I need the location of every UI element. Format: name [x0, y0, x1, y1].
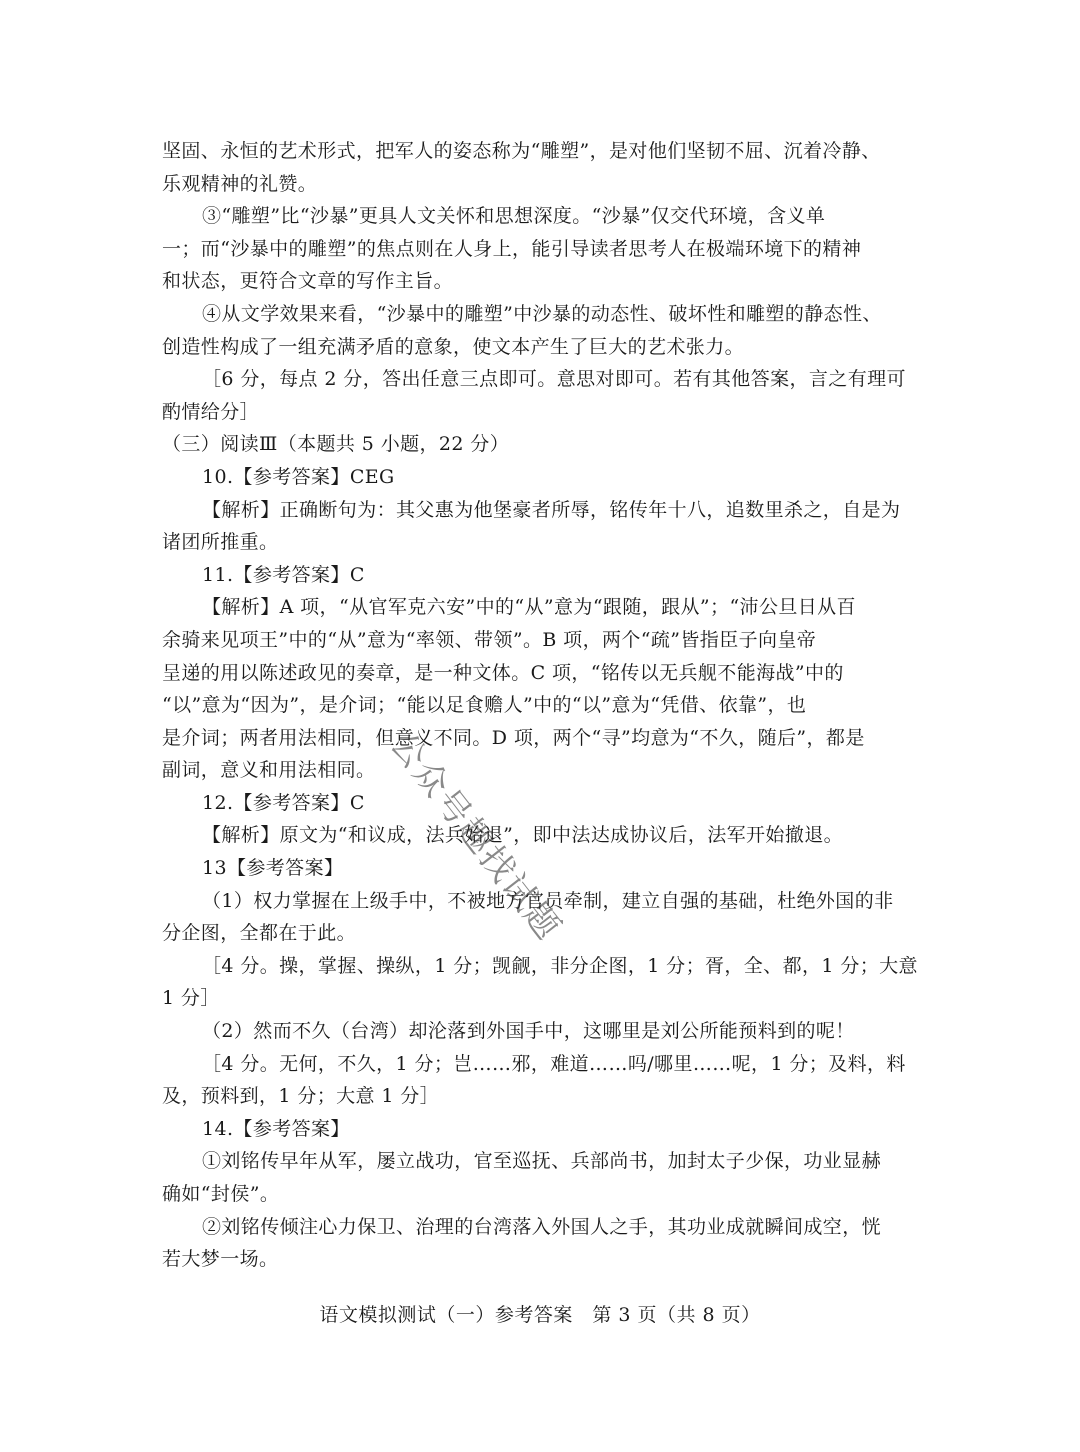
text-line: ③“雕塑”比“沙暴”更具人文关怀和思想深度。“沙暴”仅交代环境，含义单 [202, 205, 826, 228]
text-line: 呈递的用以陈述政见的奏章，是一种文体。C 项，“铭传以无兵舰不能海战”中的 [162, 661, 844, 684]
text-line: 【解析】原文为“和议成，法兵始退”，即中法达成协议后，法军开始撤退。 [202, 824, 844, 847]
text-line: ②刘铭传倾注心力保卫、治理的台湾落入外国人之手，其功业成就瞬间成空，恍 [202, 1215, 882, 1238]
text-line: 13【参考答案】 [202, 857, 344, 880]
text-line: 若大梦一场。 [162, 1248, 279, 1271]
text-line: 【解析】A 项，“从官军克六安”中的“从”意为“跟随，跟从”；“沛公旦日从百 [202, 596, 856, 619]
answer-text-body [162, 135, 918, 1276]
text-line: （1）权力掌握在上级手中，不被地方官员牵制，建立自强的基础，杜绝外国的非 [202, 889, 894, 912]
text-line: 创造性构成了一组充满矛盾的意象，使文本产生了巨大的艺术张力。 [162, 335, 745, 358]
text-line: 是介词；两者用法相同，但意义不同。D 项，两个“寻”均意为“不久，随后”，都是 [162, 726, 865, 749]
text-line: ［4 分。操，掌握、操纵，1 分；觊觎，非分企图，1 分；胥，全、都，1 分；大意 [202, 954, 918, 977]
text-line: （2）然而不久（台湾）却沦落到外国手中，这哪里是刘公所能预料到的呢！ [202, 1020, 855, 1043]
text-line: 一；而“沙暴中的雕塑”的焦点则在人身上，能引导读者思考人在极端环境下的精神 [162, 237, 862, 260]
text-line: 10.【参考答案】CEG [202, 465, 395, 488]
text-line: （三）阅读Ⅲ（本题共 5 小题，22 分） [162, 433, 510, 456]
text-line: 确如“封侯”。 [162, 1183, 280, 1205]
text-line: 副词，意义和用法相同。 [162, 759, 376, 782]
text-line: ［6 分，每点 2 分，答出任意三点即可。意思对即可。若有其他答案，言之有理可 [202, 368, 906, 391]
text-line: ④从文学效果来看，“沙暴中的雕塑”中沙暴的动态性、破坏性和雕塑的静态性、 [202, 302, 882, 325]
watermark: 公众号趣找试题 [382, 724, 569, 949]
text-line: “以”意为“因为”，是介词；“能以足食赡人”中的“以”意为“凭借、依靠”，也 [162, 694, 807, 717]
text-line: 乐观精神的礼赞。 [162, 172, 318, 195]
text-line: 余骑来见项王”中的“从”意为“率领、带领”。B 项，两个“疏”皆指臣子向皇帝 [162, 628, 817, 651]
text-line: 11.【参考答案】C [202, 563, 365, 586]
text-line: 1 分］ [162, 987, 220, 1010]
text-line: 14.【参考答案】 [202, 1117, 350, 1140]
text-line: ［4 分。无何，不久，1 分；岂……邪，难道……吗/哪里……呢，1 分；及料，料 [202, 1052, 906, 1075]
text-line: 诸团所推重。 [162, 531, 279, 554]
text-line: 及，预料到，1 分；大意 1 分］ [162, 1085, 440, 1108]
page-footer: 语文模拟测试（一）参考答案 第 3 页（共 8 页） [319, 1304, 761, 1326]
text-line: 分企图，全都在于此。 [162, 922, 357, 945]
text-line: ①刘铭传早年从军，屡立战功，官至巡抚、兵部尚书，加封太子少保，功业显赫 [202, 1150, 882, 1173]
text-line: 和状态，更符合文章的写作主旨。 [162, 270, 454, 293]
text-line: 【解析】正确断句为：其父惠为他堡豪者所辱，铭传年十八，追数里杀之，自是为 [202, 498, 901, 521]
text-line: 酌情给分］ [162, 400, 260, 423]
text-line: 坚固、永恒的艺术形式，把军人的姿态称为“雕塑”，是对他们坚韧不屈、沉着冷静、 [162, 140, 881, 162]
text-line: 12.【参考答案】C [202, 791, 365, 814]
